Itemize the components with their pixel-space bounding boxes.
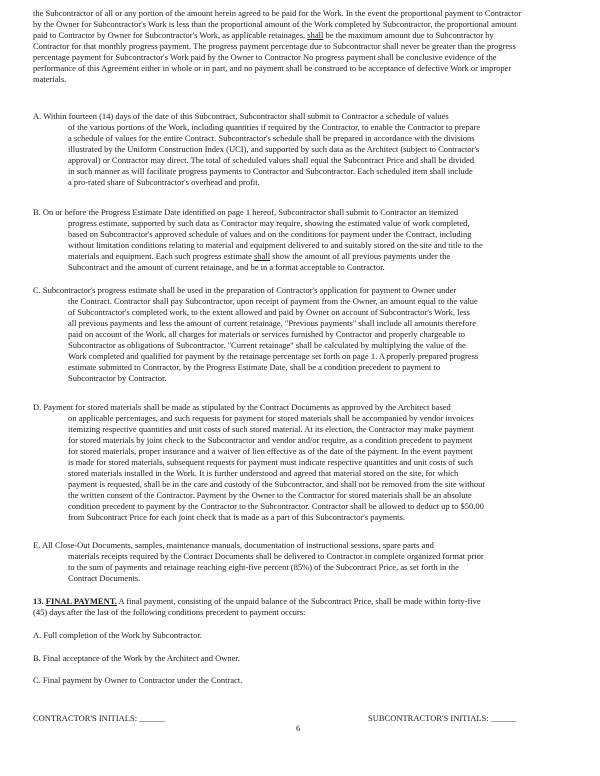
- section-c-line-1: C. Subcontractor's progress estimate shall be used in the preparation of Contractor's application for payment to Owner under: [33, 285, 457, 295]
- section-d-line-1: D. Payment for stored materials shall be made as stipulated by the Contract Documents as approved by the Architect based: [33, 402, 451, 412]
- section-e-line-4: Contract Documents.: [68, 573, 141, 583]
- intro-line-4: Contractor for that monthly progress payment. The progress payment percentage due to Subcontractor shall never be greater than the progress: [33, 41, 516, 51]
- section-a-line-5: approval) or Contractor may direct. The total of scheduled values shall equal the Subcontract Price and shall be divided: [68, 155, 475, 165]
- section-b-line-6: Subcontract and the amount of current retainage, and be in a format acceptable to Contractor.: [68, 262, 385, 272]
- section-d-line-3: itemizing respective quantities and unit costs of such stored material. At its election, the Contractor may make payment: [68, 424, 474, 434]
- section-c-line-9: Subcontractor by Contractor.: [68, 373, 167, 383]
- condition-b: B. Final acceptance of the Work by the Architect and Owner.: [33, 653, 240, 663]
- section-b-line-4: without limitation conditions relating to material and equipment delivered to and suitably stored on the site and title to the: [68, 240, 483, 250]
- section-c-line-2: the Contract. Contractor shall pay Subcontractor, upon receipt of payment from the Owner, an amount equal to the value: [68, 296, 478, 306]
- condition-c: C. Final payment by Owner to Contractor under the Contract.: [33, 675, 243, 685]
- section-e-line-2: materials receipts required by the Contract Documents shall be delivered to Contractor in complete organized format prior: [68, 551, 484, 561]
- section-d-line-8: payment is requested, shall be in the care and custody of the Subcontractor, and shall not be removed from the site without: [68, 479, 485, 489]
- section-a-line-4: illustrated by the Uniform Construction Index (UCI), and supported by such data as the Architect (subject to Contractor's: [68, 144, 480, 154]
- section-a-line-7: a pro-rated share of Subcontractor's overhead and profit.: [68, 177, 260, 187]
- intro-line-7: materials.: [33, 74, 67, 84]
- page-number: 6: [296, 723, 301, 733]
- section-a-line-2: of the various portions of the Work, including quantities if required by the Contractor, to enable the Contractor to prepare: [68, 122, 481, 132]
- section-d-line-9: the written consent of the Contractor. Payment by the Owner to the Contractor for stored materials shall be an absolute: [68, 490, 472, 500]
- intro-line-1: the Subcontractor of all or any portion of the amount herein agreed to be paid for the Work. In the event the proportional payment to Contractor: [33, 8, 522, 18]
- section-d-line-6: is made for stored materials, subsequent requests for payment must indicate respective quantities and unit costs of such: [68, 457, 474, 467]
- section-d-line-10: condition precedent to payment by the Contractor to the Subcontractor. Contractor shall be allowed to deduct up to $50.00: [68, 501, 484, 511]
- section-b-line-1: B. On or before the Progress Estimate Date identified on page 1 hereof, Subcontractor shall submit to Contractor an itemized: [33, 207, 459, 217]
- condition-a: A. Full completion of the Work by Subcontractor.: [33, 630, 202, 640]
- section-d-line-5: for stored materials, proper insurance and a waiver of lien effective as of the date of the payment. In the event payment: [68, 446, 473, 456]
- section-e-line-1: E. All Close-Out Documents, samples, maintenance manuals, documentation of instructional sessions, spare parts and: [33, 540, 434, 550]
- subcontractor-initials: SUBCONTRACTOR'S INITIALS: ______: [368, 713, 517, 723]
- section-b-line-5: materials and equipment. Each such progress estimate shall show the amount of all previous payments under the: [68, 251, 451, 261]
- intro-line-6: performance of this Agreement either in whole or in part, and no payment shall be construed to be acceptance of defective Work or improper: [33, 63, 512, 73]
- intro-line-2: by the Owner for Subcontractor's Work is less than the proportional amount of the Work completed by Subcontractor, the proportional amount: [33, 19, 517, 29]
- section-13-line-1: 13. FINAL PAYMENT. A final payment, consisting of the unpaid balance of the Subcontract Price, shall be made within forty-five: [33, 596, 481, 606]
- section-c-line-4: all previous payments and less the amount of current retainage. "Previous payments" shall include all amounts therefore: [68, 318, 476, 328]
- section-13-number: 13.: [33, 596, 44, 606]
- section-b-line-3: based on Subcontractor's approved schedule of values and on the conditions for payment under the Contract, including: [68, 229, 472, 239]
- section-13-line-2: (45) days after the last of the following conditions precedent to payment occurs:: [33, 607, 306, 617]
- section-e-line-3: to the sum of payments and retainage reaching eight-five percent (85%) of the Subcontract Price, as set forth in the: [68, 562, 459, 572]
- section-a-line-1: A. Within fourteen (14) days of the date of this Subcontract, Subcontractor shall submit to Contractor a schedule of values: [33, 111, 449, 121]
- section-a-line-6: in such manner as will facilitate progress payments to Contractor and Subcontractor. Each scheduled item shall include: [68, 166, 473, 176]
- section-c-line-5: paid on account of the Work, all charges for materials or services furnished by Contractor and properly chargeable to: [68, 329, 466, 339]
- section-c-line-6: Subcontractor as obligations of Subcontractor. "Current retainage" shall be calculated by multiplying the value of the: [68, 340, 466, 350]
- intro-line-3: paid to Contractor by Owner for Subcontractor's Work, as applicable retainages, shall be the maximum amount due to Subcontractor by: [33, 30, 494, 40]
- contractor-initials: CONTRACTOR'S INITIALS: ______: [33, 713, 165, 723]
- intro-line-5: percentage payment for Subcontractor's Work paid by the Owner to Contractor No progress payment shall be conclusive evidence of the: [33, 52, 497, 62]
- section-d-line-4: for stored materials by joint check to the Subcontractor and vendor and/or require, as a condition precedent to payment: [68, 435, 473, 445]
- section-d-line-2: on applicable percentages, and such requests for payment for stored materials shall be accompanied by vendor invoices: [68, 413, 474, 423]
- section-c-line-7: Work completed and qualified for payment by the retainage percentage set forth on page 1. A properly prepared progress: [68, 351, 479, 361]
- section-d-line-7: stored materials installed in the Work. It is further understood and agreed that material stored on the site, for which: [68, 468, 459, 478]
- section-a-line-3: a schedule of values for the entire Contract. Subcontractor's schedule shall be prepared in accordance with the divisions: [68, 133, 475, 143]
- section-c-line-3: of Subcontractor's completed work, to the extent allowed and paid by Owner on account of Subcontractor's Work, less: [68, 307, 470, 317]
- section-b-line-2: progress estimate, supported by such data as Contractor may require, showing the estimated value of work completed,: [68, 218, 470, 228]
- section-c-line-8: estimate submitted to Contractor, by the Progress Estimate Date, shall be a condition precedent to payment to: [68, 362, 441, 372]
- underlined-shall: shall: [307, 30, 324, 40]
- underlined-shall: shall: [254, 251, 271, 261]
- section-d-line-11: from Subcontract Price for each joint check that is made as a part of this Subcontractor's payments.: [68, 512, 405, 522]
- section-13-heading: FINAL PAYMENT.: [45, 596, 117, 606]
